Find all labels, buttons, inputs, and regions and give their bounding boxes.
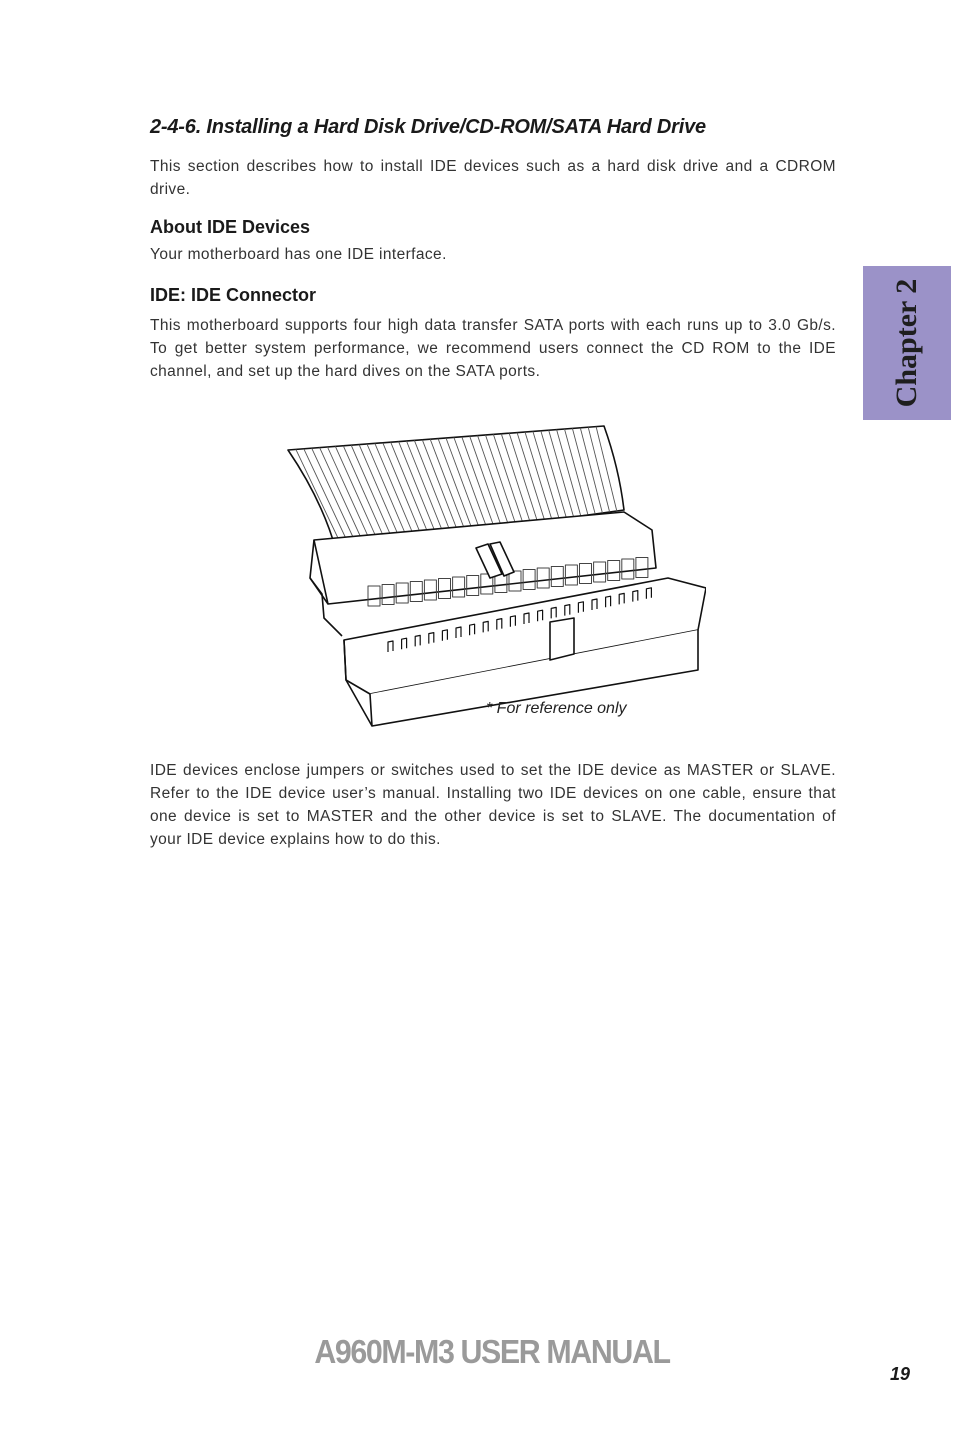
intro-paragraph: This section describes how to install IDE devices such as a hard disk drive and a CDROM drive. [150,158,836,198]
ide-connector-figure [284,408,706,738]
section-title: 2-4-6. Installing a Hard Disk Drive/CD-ROM/SATA Hard Drive [150,116,706,138]
about-ide-text: Your motherboard has one IDE interface. [150,246,447,263]
jumpers-paragraph: IDE devices enclose jumpers or switches used to set the IDE device as MASTER or SLAVE. Refer to the IDE device user’s manual. Installing two IDE devices on one cable, ensure that one device is set to MASTER and the other device is set to SLAVE. The documentation of your IDE device explains how to do this. [150,762,836,848]
page-number: 19 [890,1364,911,1384]
ide-connector-illustration-icon [284,408,706,738]
figure-caption: * For reference only [486,700,627,717]
chapter-tab [863,266,951,420]
chapter-label: Chapter 2 [890,278,923,408]
manual-title: A960M-M3 USER MANUAL [314,1333,670,1370]
ide-connector-text: This motherboard supports four high data transfer SATA ports with each runs up to 3.0 Gb/s. To get better system performance, we recommend users connect the CD ROM to the IDE channel, and set up the hard dives on the SATA ports. [150,317,836,380]
ide-connector-heading: IDE: IDE Connector [150,285,317,305]
about-ide-heading: About IDE Devices [150,217,311,237]
